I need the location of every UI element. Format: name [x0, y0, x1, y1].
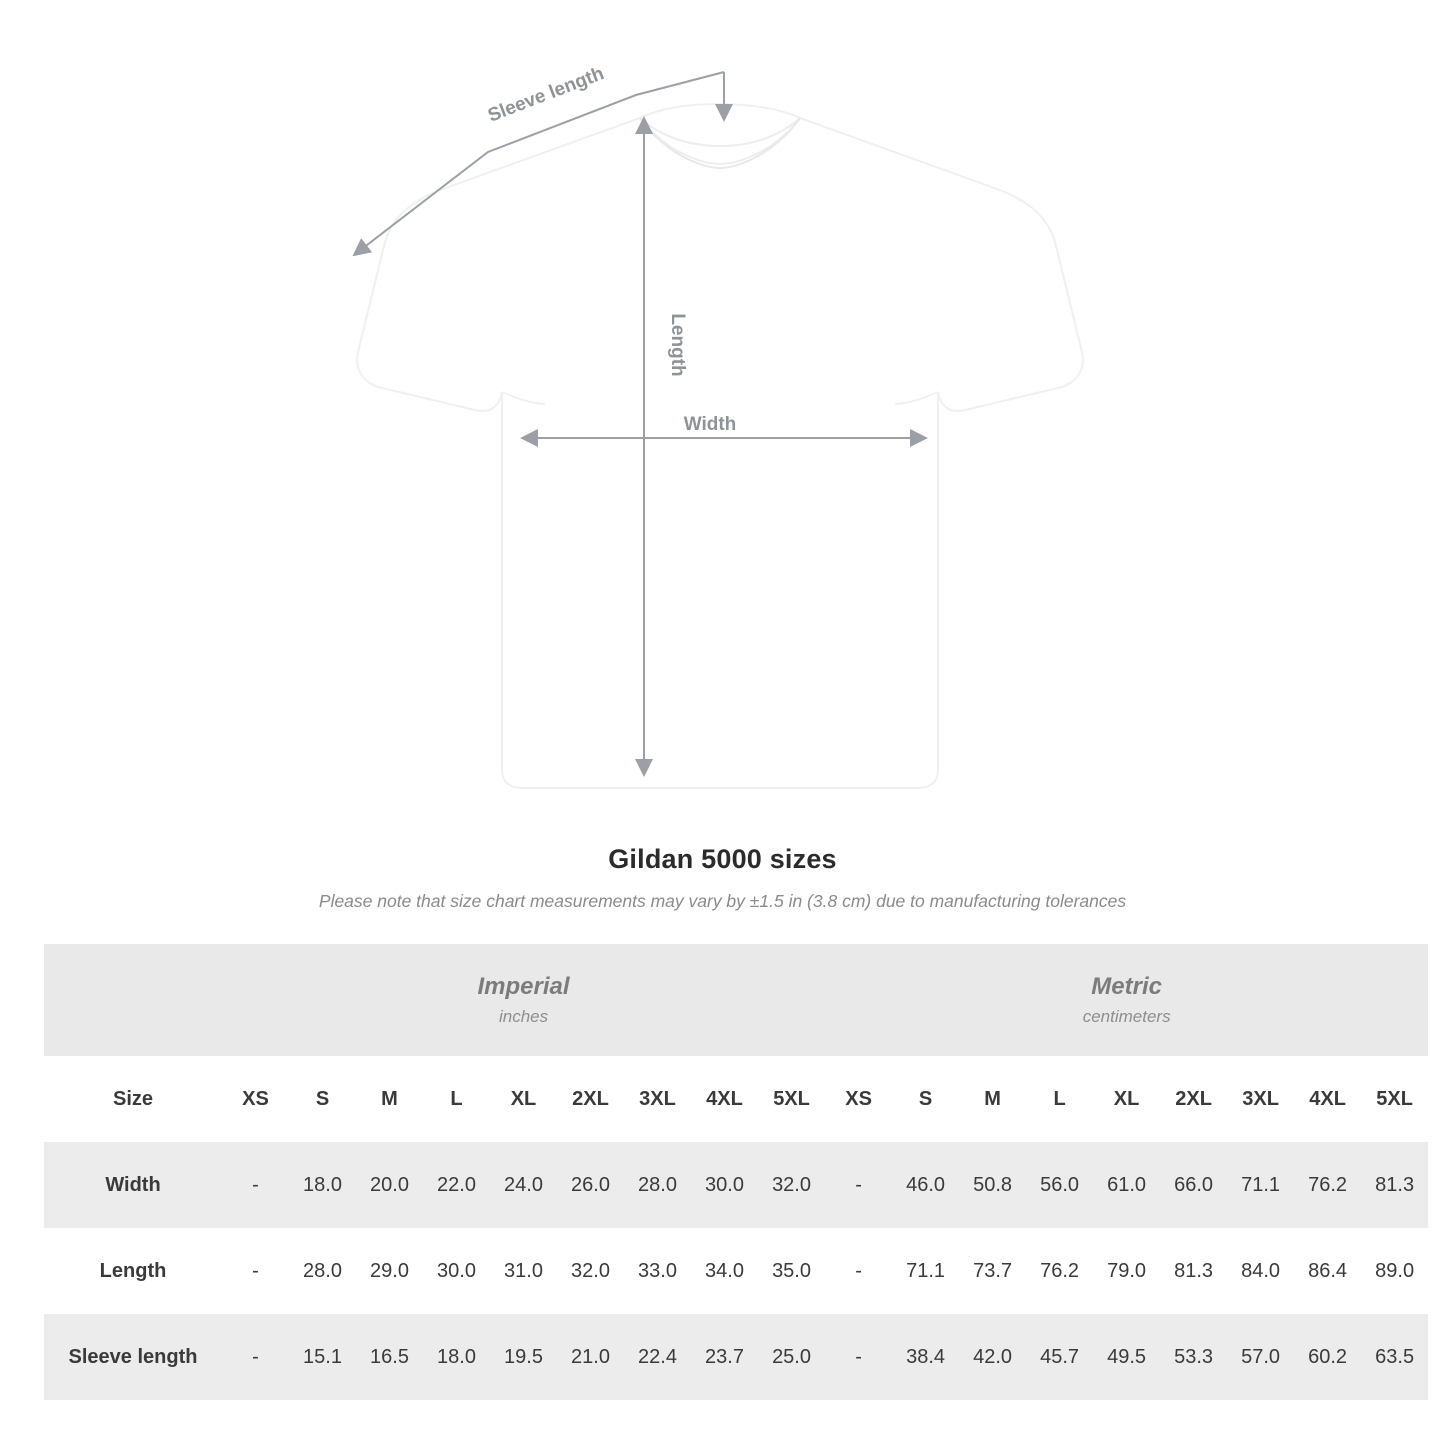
- table-row-width: [44, 1142, 1428, 1228]
- width-metric-3xl: 71.1: [1227, 1142, 1294, 1228]
- width-label: Width: [683, 414, 737, 435]
- size-header-2xl-imperial: 2XL: [557, 1056, 624, 1142]
- width-metric-m: 50.8: [959, 1142, 1026, 1228]
- length-metric-xs: -: [825, 1228, 892, 1314]
- sleeve-imperial-xs: -: [222, 1314, 289, 1400]
- width-imperial-l: 22.0: [423, 1142, 490, 1228]
- sleeve-metric-m: 42.0: [959, 1314, 1026, 1400]
- length-metric-l: 76.2: [1026, 1228, 1093, 1314]
- sleeve-imperial-xl: 19.5: [490, 1314, 557, 1400]
- length-imperial-5xl: 35.0: [758, 1228, 825, 1314]
- row-label-width: Width: [44, 1142, 222, 1228]
- size-header-xl-metric: XL: [1093, 1056, 1160, 1142]
- length-metric-4xl: 86.4: [1294, 1228, 1361, 1314]
- unit-imperial-name: Imperial: [477, 972, 570, 1000]
- size-header-xl-imperial: XL: [490, 1056, 557, 1142]
- size-header-3xl-imperial: 3XL: [624, 1056, 691, 1142]
- unit-imperial-sub: inches: [498, 1007, 549, 1027]
- length-metric-5xl: 89.0: [1361, 1228, 1428, 1314]
- row-label-sleeve-length: Sleeve length: [44, 1314, 222, 1400]
- sleeve-metric-xs: -: [825, 1314, 892, 1400]
- sleeve-metric-s: 38.4: [892, 1314, 959, 1400]
- tshirt-shape: [357, 104, 1083, 788]
- length-label: Length: [667, 313, 688, 377]
- size-header-3xl-metric: 3XL: [1227, 1056, 1294, 1142]
- size-header-xs-metric: XS: [825, 1056, 892, 1142]
- size-table-wrap: [44, 944, 1415, 1400]
- length-metric-m: 73.7: [959, 1228, 1026, 1314]
- unit-metric-name: Metric: [1091, 972, 1162, 1000]
- size-header-l-imperial: L: [423, 1056, 490, 1142]
- title-block: [0, 844, 1445, 912]
- size-header-5xl-metric: 5XL: [1361, 1056, 1428, 1142]
- row-label-length: Length: [44, 1228, 222, 1314]
- width-imperial-m: 20.0: [356, 1142, 423, 1228]
- size-header-l-metric: L: [1026, 1056, 1093, 1142]
- sleeve-metric-xl: 49.5: [1093, 1314, 1160, 1400]
- size-header-4xl-imperial: 4XL: [691, 1056, 758, 1142]
- unit-header-metric: [825, 944, 1428, 1056]
- width-metric-5xl: 81.3: [1361, 1142, 1428, 1228]
- unit-header-spacer: [44, 944, 222, 1056]
- sleeve-length-label: Sleeve length: [485, 63, 607, 127]
- unit-header-imperial: [222, 944, 825, 1056]
- sleeve-imperial-3xl: 22.4: [624, 1314, 691, 1400]
- sleeve-imperial-4xl: 23.7: [691, 1314, 758, 1400]
- unit-header-row: [44, 944, 1428, 1056]
- chart-note: Please note that size chart measurements may vary by ±1.5 in (3.8 cm) due to manufacturing tolerances: [318, 891, 1127, 911]
- length-imperial-4xl: 34.0: [691, 1228, 758, 1314]
- sleeve-metric-3xl: 57.0: [1227, 1314, 1294, 1400]
- table-row-sleeve-length: [44, 1314, 1428, 1400]
- table-row-length: [44, 1228, 1428, 1314]
- length-metric-s: 71.1: [892, 1228, 959, 1314]
- size-table: [44, 944, 1428, 1400]
- width-imperial-s: 18.0: [289, 1142, 356, 1228]
- size-header-m-imperial: M: [356, 1056, 423, 1142]
- size-header-4xl-metric: 4XL: [1294, 1056, 1361, 1142]
- sleeve-imperial-5xl: 25.0: [758, 1314, 825, 1400]
- sleeve-metric-4xl: 60.2: [1294, 1314, 1361, 1400]
- length-imperial-2xl: 32.0: [557, 1228, 624, 1314]
- width-metric-xs: -: [825, 1142, 892, 1228]
- width-imperial-xl: 24.0: [490, 1142, 557, 1228]
- sleeve-metric-2xl: 53.3: [1160, 1314, 1227, 1400]
- width-imperial-4xl: 30.0: [691, 1142, 758, 1228]
- size-header-xs-imperial: XS: [222, 1056, 289, 1142]
- length-metric-3xl: 84.0: [1227, 1228, 1294, 1314]
- size-header-2xl-metric: 2XL: [1160, 1056, 1227, 1142]
- length-metric-xl: 79.0: [1093, 1228, 1160, 1314]
- sleeve-imperial-2xl: 21.0: [557, 1314, 624, 1400]
- length-imperial-3xl: 33.0: [624, 1228, 691, 1314]
- width-imperial-3xl: 28.0: [624, 1142, 691, 1228]
- length-imperial-m: 29.0: [356, 1228, 423, 1314]
- sleeve-metric-l: 45.7: [1026, 1314, 1093, 1400]
- size-header-s-imperial: S: [289, 1056, 356, 1142]
- width-imperial-2xl: 26.0: [557, 1142, 624, 1228]
- length-imperial-xl: 31.0: [490, 1228, 557, 1314]
- width-metric-4xl: 76.2: [1294, 1142, 1361, 1228]
- chart-title: Gildan 5000 sizes: [608, 844, 837, 874]
- width-metric-s: 46.0: [892, 1142, 959, 1228]
- length-imperial-l: 30.0: [423, 1228, 490, 1314]
- size-header-m-metric: M: [959, 1056, 1026, 1142]
- length-imperial-s: 28.0: [289, 1228, 356, 1314]
- size-header-s-metric: S: [892, 1056, 959, 1142]
- sleeve-metric-5xl: 63.5: [1361, 1314, 1428, 1400]
- width-metric-xl: 61.0: [1093, 1142, 1160, 1228]
- sleeve-imperial-s: 15.1: [289, 1314, 356, 1400]
- sleeve-imperial-m: 16.5: [356, 1314, 423, 1400]
- width-imperial-5xl: 32.0: [758, 1142, 825, 1228]
- sleeve-imperial-l: 18.0: [423, 1314, 490, 1400]
- size-header-5xl-imperial: 5XL: [758, 1056, 825, 1142]
- width-metric-2xl: 66.0: [1160, 1142, 1227, 1228]
- size-header-row: [44, 1056, 1428, 1142]
- size-header-label: Size: [44, 1056, 222, 1142]
- length-imperial-xs: -: [222, 1228, 289, 1314]
- unit-metric-sub: centimeters: [1082, 1007, 1171, 1027]
- width-imperial-xs: -: [222, 1142, 289, 1228]
- length-metric-2xl: 81.3: [1160, 1228, 1227, 1314]
- width-metric-l: 56.0: [1026, 1142, 1093, 1228]
